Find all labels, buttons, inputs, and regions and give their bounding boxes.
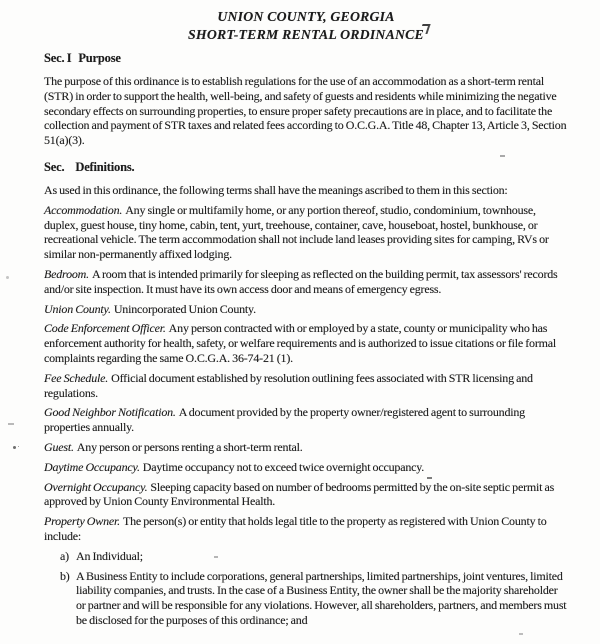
definition-text: Official document established by resolution outlining fees associated with STR licensing and regulations. bbox=[44, 370, 533, 400]
definition-term: Accommodation. bbox=[44, 202, 123, 217]
scan-artifact bbox=[427, 477, 432, 479]
definition-term: Daytime Occupancy. bbox=[44, 459, 140, 474]
definition-paragraph-good-neighbor-notification bbox=[44, 405, 568, 435]
section-title: Purpose bbox=[78, 51, 121, 65]
definition-term: Code Enforcement Officer. bbox=[44, 321, 166, 336]
definition-paragraph-property-owner bbox=[44, 514, 568, 544]
section-heading-purpose bbox=[44, 51, 568, 66]
definition-text: A room that is intended primarily for sleeping as reflected on the building permit, tax assessors' records and/or site inspection. It must have its own access door and means of emergency egress. bbox=[44, 266, 558, 296]
definition-paragraph-guest bbox=[44, 440, 568, 455]
list-item-marker: a) bbox=[60, 548, 69, 563]
definition-paragraph-union-county bbox=[44, 302, 568, 317]
definition-paragraph-accommodation bbox=[44, 203, 568, 262]
scan-artifact bbox=[214, 556, 218, 558]
scan-artifact bbox=[8, 423, 14, 425]
definition-term: Overnight Occupancy. bbox=[44, 479, 148, 494]
property-owner-list bbox=[44, 549, 568, 628]
definition-term: Fee Schedule. bbox=[44, 370, 109, 385]
list-item-text: A Business Entity to include corporations, general partnerships, limited partnerships, joint ventures, limited liability companies, and trusts. In the case of a Business Entity, the owner shall be the majority shareholder or partner and will be responsible for any violations. However, all shareholders, partners, and members must be disclosed for the purposes of this ordinance; and bbox=[76, 568, 567, 627]
definition-text: The person(s) or entity that holds legal title to the property as registered with Union County to include: bbox=[44, 514, 547, 543]
definition-paragraph-bedroom bbox=[44, 267, 568, 297]
definition-text: Sleeping capacity based on number of bedrooms permitted by the on-site septic permit as approved by Union County Environmental Health. bbox=[44, 479, 555, 509]
list-item-individual bbox=[44, 549, 568, 564]
scan-artifact bbox=[500, 155, 505, 157]
definition-paragraph-daytime-occupancy bbox=[44, 460, 568, 475]
section-number: Sec. bbox=[44, 159, 65, 174]
scan-artifact bbox=[13, 446, 16, 449]
definition-term: Property Owner. bbox=[44, 514, 120, 529]
section-title: Definitions. bbox=[75, 159, 135, 174]
definition-paragraph-overnight-occupancy bbox=[44, 480, 568, 510]
definition-text: Any person or persons renting a short-term rental. bbox=[76, 439, 303, 454]
document-title-line2: SHORT-TERM RENTAL ORDINANCE bbox=[188, 27, 424, 42]
definitions-intro: As used in this ordinance, the following terms shall have the meanings ascribed to them in this section: bbox=[44, 182, 508, 197]
definition-text: Unincorporated Union County. bbox=[113, 301, 256, 316]
scan-artifact bbox=[519, 633, 523, 635]
definition-term: Union County. bbox=[44, 301, 111, 316]
document-title-line1: UNION COUNTY, GEORGIA bbox=[217, 9, 395, 24]
definition-term: Bedroom. bbox=[44, 266, 89, 281]
section-number: Sec. I bbox=[44, 51, 72, 65]
section-heading-definitions bbox=[44, 160, 568, 175]
purpose-paragraph: The purpose of this ordinance is to establish regulations for the use of an accommodation as a short-term rental (STR) in order to support the health, well-being, and safety of guests and residents while minimizing the negative secondary effects on surrounding properties, to ensure proper safety precautions are in place, and to facilitate the collection and payment of STR taxes and related fees according to O.C.G.A. Title 48, Chapter 13, Article 3, Section 51(a)(3). bbox=[44, 74, 567, 148]
list-item-marker: b) bbox=[60, 568, 70, 583]
definition-text: A document provided by the property owner/registered agent to surrounding properties annually. bbox=[44, 405, 525, 435]
document-content bbox=[44, 8, 568, 628]
definition-term: Good Neighbor Notification. bbox=[44, 405, 176, 420]
document-title bbox=[44, 8, 568, 44]
definition-text: Any single or multifamily home, or any portion thereof, studio, condominium, townhouse, duplex, guest house, tiny home, cabin, tent, yurt, treehouse, container, cave, houseboat, hostel, bunkhouse, or recreational vehicle. The term accommodation shall not include land leases providing sites for camping, RVs or similar non-permanently affixed lodging. bbox=[44, 202, 549, 262]
definition-paragraph-code-enforcement-officer bbox=[44, 321, 568, 365]
list-item-text: An Individual; bbox=[76, 548, 143, 563]
definition-paragraph-fee-schedule bbox=[44, 371, 568, 401]
scan-artifact bbox=[6, 276, 9, 279]
list-item-business-entity bbox=[44, 569, 568, 628]
definition-text: Daytime occupancy not to exceed twice overnight occupancy. bbox=[142, 459, 425, 474]
definition-text: Any person contracted with or employed by a state, county or municipality who has enforcement authority for health, safety, or welfare requirements and is authorized to issue citations or file formal complaints regarding the same O.C.G.A. 36-74-21 (1). bbox=[44, 321, 557, 365]
definition-term: Guest. bbox=[44, 439, 74, 454]
